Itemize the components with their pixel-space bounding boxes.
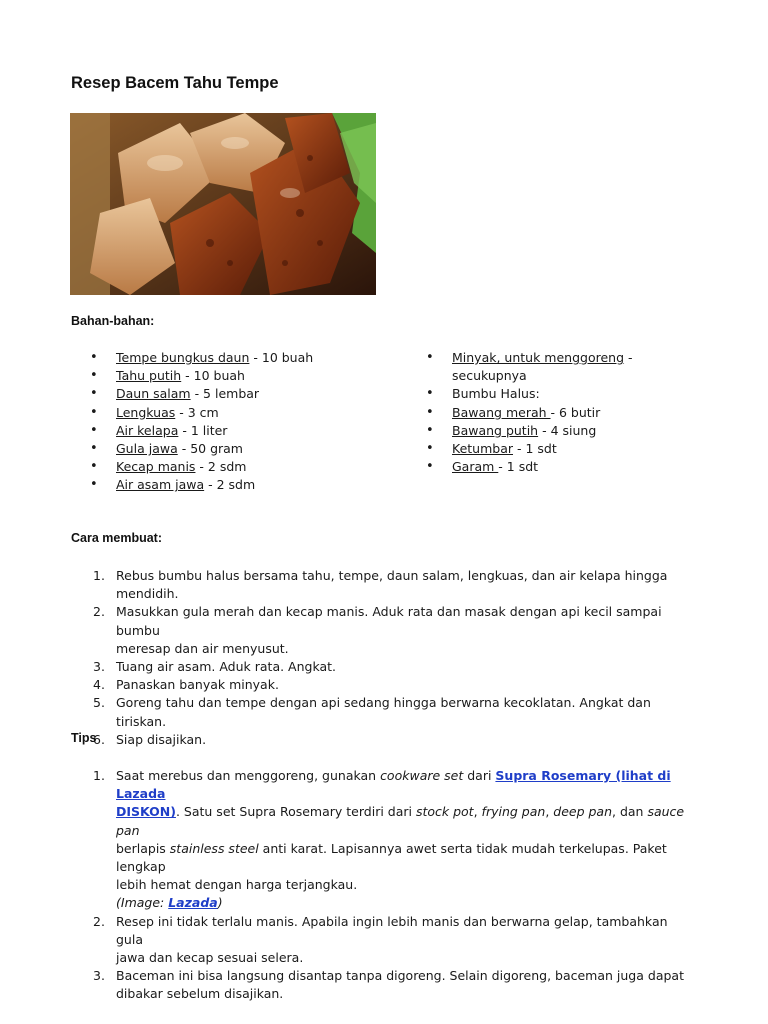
tip-number: 3. xyxy=(93,968,105,984)
tip-italic: deep pan xyxy=(553,804,613,820)
tip-text-cont: jawa dan kecap sesuai selera. xyxy=(116,950,304,966)
list-item xyxy=(407,458,707,476)
image-credit-prefix: (Image: xyxy=(116,895,169,911)
ingredients-heading: Bahan-bahan: xyxy=(71,314,155,328)
tip-text: anti karat. Lapisannya awet serta tidak mudah terkelupas. Paket lengkap xyxy=(116,840,667,875)
ingredient-name: Garam xyxy=(452,459,499,475)
ingredient-amount: - 4 siung xyxy=(538,422,597,438)
fried-tofu-tempeh-photo xyxy=(70,113,376,295)
list-item xyxy=(71,694,696,730)
step-text: Tuang air asam. Aduk rata. Angkat. xyxy=(116,659,337,675)
step-text: Rebus bumbu halus bersama tahu, tempe, daun salam, lengkuas, dan air kelapa hingga xyxy=(116,568,668,583)
method-heading: Cara membuat: xyxy=(71,531,162,545)
ingredient-name: Lengkuas xyxy=(116,404,176,420)
ingredient-name: Air asam jawa xyxy=(116,477,205,493)
list-item xyxy=(407,385,707,403)
step-text: Masukkan gula merah dan kecap manis. Aduk rata dan masak dengan api kecil sampai bumbu xyxy=(116,604,662,638)
ingredient-name: Tempe bungkus daun xyxy=(116,350,250,365)
ingredient-name: Kecap manis xyxy=(116,459,196,475)
ingredient-amount: - 2 sdm xyxy=(204,477,256,493)
ingredient-name: Ketumbar xyxy=(452,441,513,457)
ingredient-amount: - 10 buah xyxy=(249,350,314,365)
tip-text-cont: dibakar sebelum disajikan. xyxy=(116,986,284,1002)
tip-italic: sauce pan xyxy=(116,804,685,838)
list-item xyxy=(71,731,696,749)
list-item xyxy=(407,440,707,458)
list-item xyxy=(407,349,707,385)
ingredient-name: Bawang merah xyxy=(452,404,551,420)
step-number: 6. xyxy=(93,731,105,747)
tip-italic: stainless steel xyxy=(169,840,259,856)
bumbu-halus-label: Bumbu Halus: xyxy=(452,386,540,402)
step-number: 4. xyxy=(93,677,105,693)
ingredient-name: Gula jawa xyxy=(116,441,178,457)
ingredient-name: Bawang putih xyxy=(452,422,539,438)
list-item xyxy=(71,913,696,968)
list-item xyxy=(71,458,401,476)
tip-text: , dan xyxy=(612,804,648,820)
ingredient-amount: - 3 cm xyxy=(175,404,219,420)
step-text: Goreng tahu dan tempe dengan api sedang hingga berwarna kecoklatan. Angkat dan tiriskan. xyxy=(116,695,651,729)
list-item xyxy=(71,367,401,385)
step-text-cont: mendidih. xyxy=(116,586,179,602)
page-title: Resep Bacem Tahu Tempe xyxy=(71,74,279,92)
step-number: 3. xyxy=(93,659,105,675)
step-number: 5. xyxy=(93,695,105,711)
ingredient-name: Daun salam xyxy=(116,386,191,402)
tip-text: lebih hemat dengan harga terjangkau. xyxy=(116,877,358,893)
tip-text: , xyxy=(473,804,482,820)
list-item xyxy=(71,676,696,694)
list-item xyxy=(407,422,707,440)
ingredient-amount: - 50 gram xyxy=(177,441,243,457)
list-item xyxy=(71,349,401,367)
image-credit-suffix: ) xyxy=(217,895,223,911)
ingredient-name: Air kelapa xyxy=(116,422,179,438)
tip-number: 2. xyxy=(93,913,105,929)
tip-italic: cookware set xyxy=(380,768,464,783)
tip-number: 1. xyxy=(93,768,105,783)
list-item xyxy=(71,603,696,658)
list-item xyxy=(71,422,401,440)
ingredient-amount: - 6 butir xyxy=(550,404,601,420)
tip-text: Baceman ini bisa langsung disantap tanpa digoreng. Selain digoreng, baceman juga dapat xyxy=(116,968,684,984)
step-number: 1. xyxy=(93,568,105,583)
step-text-cont: meresap dan air menyusut. xyxy=(116,640,289,656)
ingredients-list-right xyxy=(407,349,707,476)
ingredient-amount: - 10 buah xyxy=(181,368,245,384)
list-item xyxy=(71,440,401,458)
ingredient-amount: - 1 sdt xyxy=(513,441,557,457)
ingredient-name: Tahu putih xyxy=(116,368,182,384)
list-item xyxy=(71,385,401,403)
ingredient-amount-cont: secukupnya xyxy=(452,368,527,384)
list-item xyxy=(71,658,696,676)
ingredient-amount: - 2 sdm xyxy=(195,459,247,475)
tips-heading: Tips xyxy=(71,731,97,745)
list-item xyxy=(71,404,401,422)
ingredient-amount: - 1 liter xyxy=(178,422,228,438)
ingredient-amount: - xyxy=(624,350,633,365)
step-text: Panaskan banyak minyak. xyxy=(116,677,279,693)
tip-text: Saat merebus dan menggoreng, gunakan xyxy=(116,768,381,783)
food-image xyxy=(70,113,376,295)
image-credit xyxy=(116,895,223,910)
ingredients-list-left xyxy=(71,349,401,495)
list-item xyxy=(71,967,696,1003)
ingredient-name: Minyak, untuk menggoreng xyxy=(452,350,625,365)
step-text: Siap disajikan. xyxy=(116,731,207,747)
ingredient-amount: - 1 sdt xyxy=(498,459,539,475)
list-item xyxy=(71,476,401,494)
tip-italic: stock pot xyxy=(415,804,474,820)
tip-text: . Satu set Supra Rosemary terdiri dari xyxy=(175,804,416,820)
tip-text: , xyxy=(545,804,554,820)
tip-text: dari xyxy=(463,768,496,783)
ingredient-amount: - 5 lembar xyxy=(190,386,260,402)
list-item xyxy=(71,567,696,603)
tip-text: berlapis xyxy=(116,840,170,856)
lazada-link[interactable]: Lazada xyxy=(168,895,218,911)
tips-list xyxy=(71,767,696,1004)
tip-text: Resep ini tidak terlalu manis. Apabila ingin lebih manis dan berwarna gelap, tambahkan gula xyxy=(116,913,668,947)
supra-rosemary-link-cont[interactable]: DISKON) xyxy=(116,804,176,820)
list-item xyxy=(407,404,707,422)
list-item xyxy=(71,767,696,913)
supra-rosemary-link[interactable]: Supra Rosemary (lihat di Lazada xyxy=(116,768,671,802)
step-number: 2. xyxy=(93,604,105,620)
method-steps xyxy=(71,567,696,749)
tip-italic: frying pan xyxy=(481,804,546,820)
